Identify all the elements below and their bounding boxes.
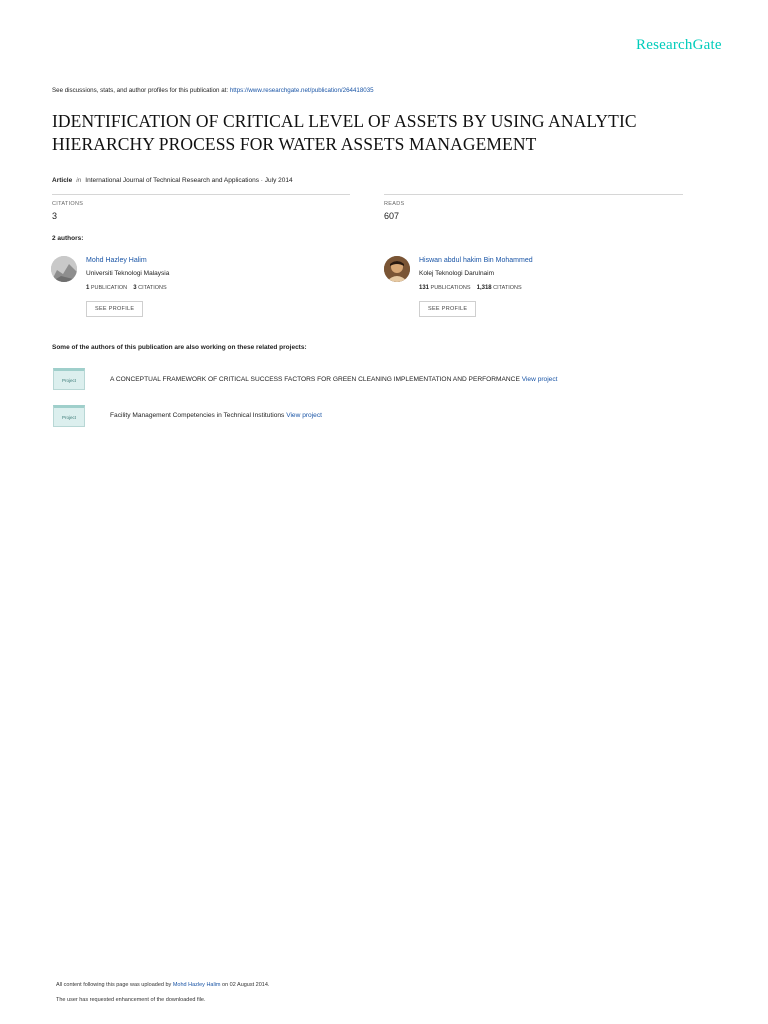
article-type: Article (52, 177, 73, 184)
citation-label: CITATIONS (138, 285, 167, 291)
divider-reads (384, 194, 683, 195)
view-project-link[interactable]: View project (286, 412, 322, 419)
view-project-link[interactable]: View project (521, 376, 558, 383)
publication-label: PUBLICATION (90, 285, 128, 291)
publication-label: PUBLICATIONS (430, 285, 471, 291)
author-avatar[interactable] (51, 256, 77, 282)
project-icon (53, 368, 85, 390)
project-icon-label: Project (61, 377, 76, 383)
citation-count: 3 (133, 285, 137, 291)
researchgate-logo[interactable]: ResearchGate (636, 37, 722, 53)
see-discussions-line (52, 87, 374, 94)
citation-count: 1,318 (476, 285, 492, 291)
uploader-link[interactable]: Mohd Hazley Halim (172, 982, 221, 988)
reads-label: READS (384, 201, 405, 207)
divider-citations (52, 194, 350, 195)
citations-value: 3 (52, 211, 58, 221)
reads-value: 607 (384, 211, 400, 221)
project-row (110, 376, 557, 383)
citation-label: CITATIONS (493, 285, 522, 291)
in-label: in (76, 177, 82, 184)
authors-heading: 2 authors: (52, 235, 84, 242)
publication-meta (52, 177, 293, 184)
related-projects-heading: Some of the authors of this publication are also working on these related projects: (52, 344, 307, 351)
uploaded-by-line (56, 982, 269, 988)
project-title: Facility Management Competencies in Technical Institutions (110, 412, 285, 419)
uploaded-prefix: All content following this page was uploaded by (56, 982, 172, 988)
project-icon (53, 405, 85, 427)
avatar-photo-icon (384, 256, 410, 282)
project-icon-label: Project (61, 414, 76, 420)
enhancement-note: The user has requested enhancement of the downloaded file. (56, 997, 206, 1003)
author-affiliation: Universiti Teknologi Malaysia (86, 270, 170, 277)
uploaded-suffix: on 02 August 2014. (222, 982, 270, 988)
publication-url-link[interactable]: https://www.researchgate.net/publication/264418035 (229, 87, 374, 94)
author-affiliation: Kolej Teknologi Darulnaim (419, 270, 495, 277)
author-name-link[interactable]: Hiswan abdul hakim Bin Mohammed (419, 257, 533, 264)
citations-label: CITATIONS (52, 201, 84, 207)
project-title: A CONCEPTUAL FRAMEWORK OF CRITICAL SUCCESS FACTORS FOR GREEN CLEANING IMPLEMENTATION AND PERFORMANCE (110, 376, 520, 383)
avatar-photo-icon (51, 256, 77, 282)
author-avatar[interactable] (384, 256, 410, 282)
see-discussions-text: See discussions, stats, and author profiles for this publication at: (52, 87, 229, 94)
publication-count: 131 (419, 285, 430, 291)
project-row (110, 412, 322, 419)
see-profile-button[interactable]: SEE PROFILE (86, 301, 143, 317)
see-profile-button[interactable]: SEE PROFILE (419, 301, 476, 317)
publication-count: 1 (86, 285, 90, 291)
author-counts (419, 285, 522, 291)
publication-title: IDENTIFICATION OF CRITICAL LEVEL OF ASSETS BY USING ANALYTIC HIERARCHY PROCESS FOR WATER ASSETS MANAGEMENT (52, 111, 637, 154)
journal-name: International Journal of Technical Research and Applications · July 2014 (85, 177, 293, 184)
author-counts (86, 285, 167, 291)
author-name-link[interactable]: Mohd Hazley Halim (86, 257, 147, 264)
